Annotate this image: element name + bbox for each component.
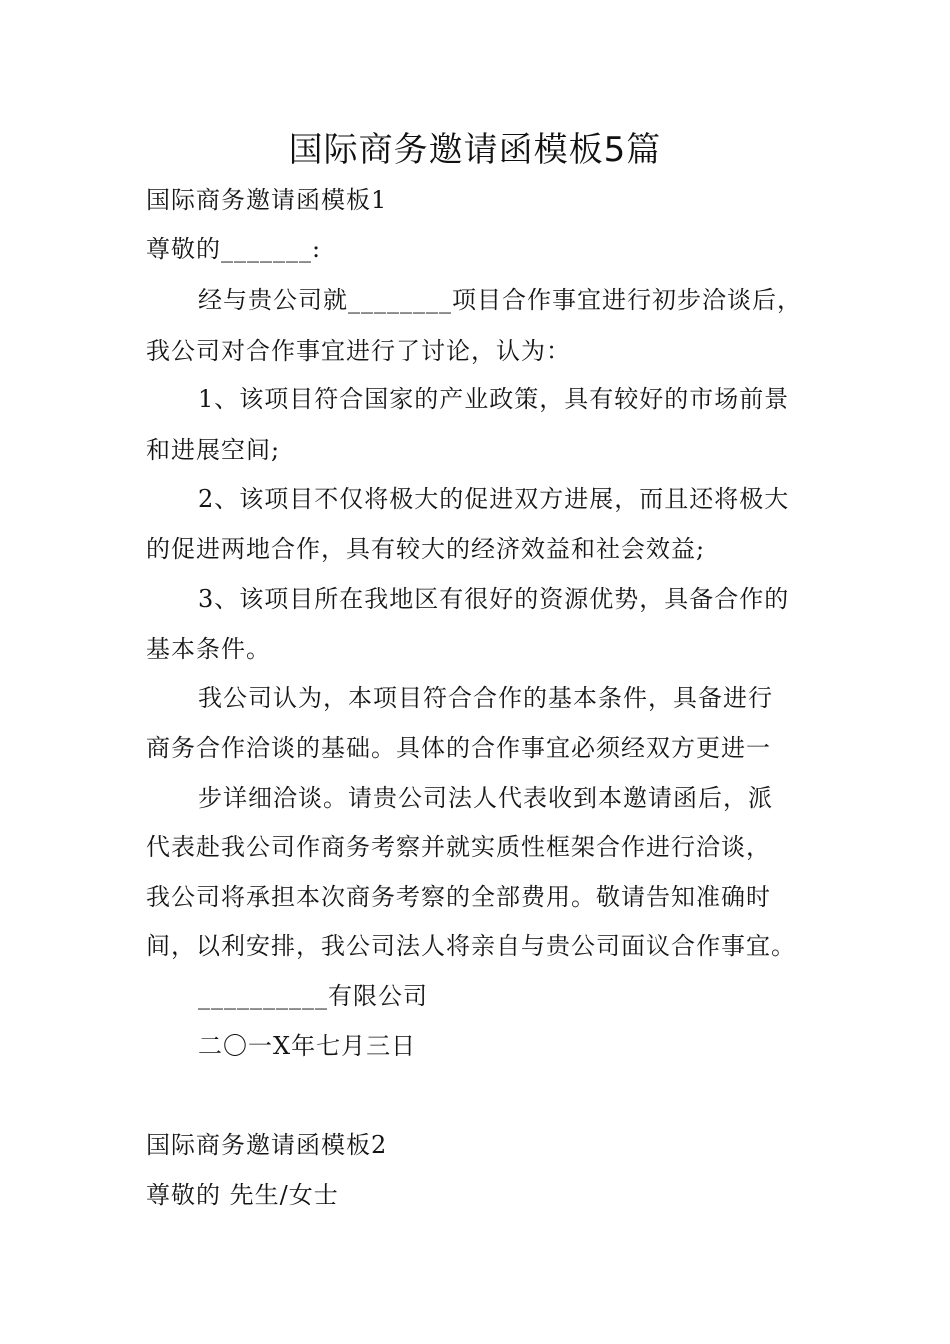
- document-title: 国际商务邀请函模板5篇: [288, 130, 662, 170]
- paragraph-line: 代表赴我公司作商务考察并就实质性框架合作进行洽谈，: [146, 833, 771, 861]
- paragraph-line: 1、该项目符合国家的产业政策，具有较好的市场前景: [198, 385, 790, 413]
- paragraph-line: 我公司认为，本项目符合合作的基本条件，具备进行: [198, 684, 773, 712]
- paragraph-line: 我公司将承担本次商务考察的全部费用。敬请告知准确时: [146, 883, 771, 911]
- paragraph-line: 商务合作洽谈的基础。具体的合作事宜必须经双方更进一: [146, 734, 771, 762]
- paragraph-line: 经与贵公司就________项目合作事宜进行初步洽谈后，: [198, 286, 802, 314]
- template2-salutation: 尊敬的 先生/女士: [146, 1181, 339, 1209]
- template1-salutation: 尊敬的_______:: [146, 235, 322, 263]
- signature-company: __________有限公司: [198, 982, 428, 1010]
- paragraph-line: 我公司对合作事宜进行了讨论，认为：: [146, 337, 571, 365]
- paragraph-line: 步详细洽谈。请贵公司法人代表收到本邀请函后，派: [198, 784, 773, 812]
- paragraph-line: 基本条件。: [146, 635, 271, 663]
- paragraph-line: 间，以利安排，我公司法人将亲自与贵公司面议合作事宜。: [146, 932, 796, 960]
- paragraph-line: 2、该项目不仅将极大的促进双方进展，而且还将极大: [198, 485, 790, 513]
- template1-heading: 国际商务邀请函模板1: [146, 186, 388, 214]
- paragraph-line: 的促进两地合作，具有较大的经济效益和社会效益;: [146, 535, 706, 563]
- signature-date: 二〇一X年七月三日: [198, 1032, 417, 1060]
- paragraph-line: 和进展空间;: [146, 436, 281, 464]
- template2-heading: 国际商务邀请函模板2: [146, 1131, 388, 1159]
- paragraph-line: 3、该项目所在我地区有很好的资源优势，具备合作的: [198, 585, 790, 613]
